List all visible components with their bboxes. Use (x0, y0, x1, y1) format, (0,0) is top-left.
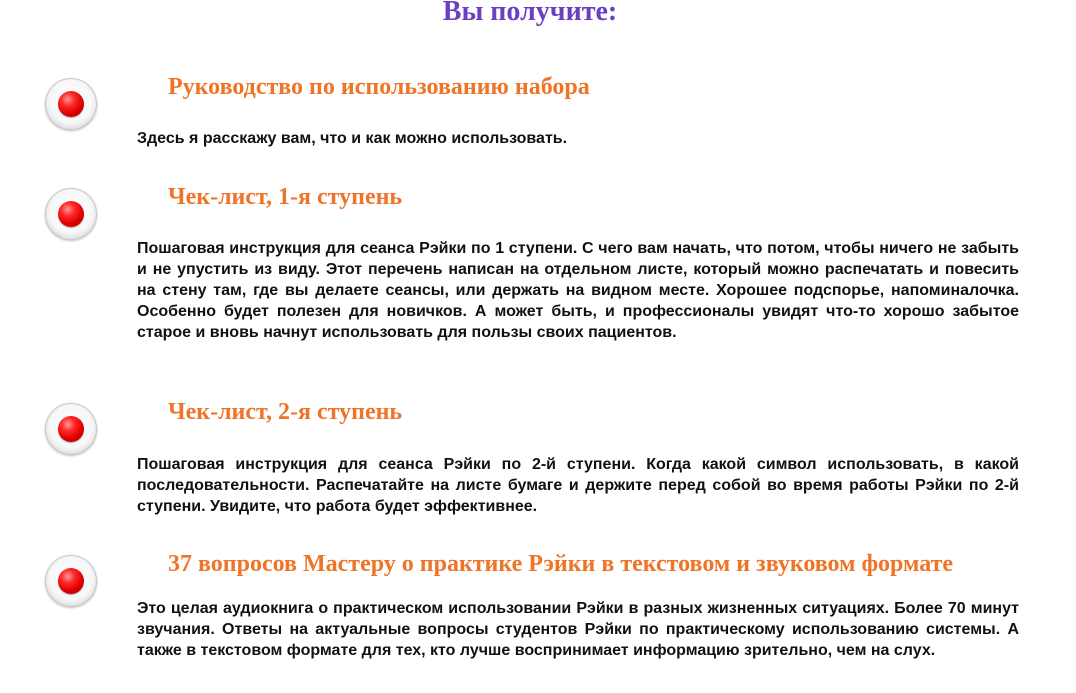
item-title: Чек-лист, 1-я ступень (168, 184, 403, 210)
item-title: Руководство по использованию набора (168, 74, 590, 100)
red-bullet-icon (45, 188, 97, 240)
red-bullet-icon (45, 403, 97, 455)
page-title: Вы получите: (442, 0, 618, 27)
item-description: Это целая аудиокнига о практическом использовании Рэйки в разных жизненных ситуациях. Более 70 минут звучания. Ответы на актуальные вопросы студентов Рэйки по практическому использованию системы. А также в текстовом формате для тех, кто лучше воспринимает информацию зрительно, чем на слух. (137, 600, 1019, 659)
item-title: 37 вопросов Мастеру о практике Рэйки в текстовом и звуковом формате (168, 551, 954, 577)
red-bullet-icon (45, 78, 97, 130)
red-bullet-icon (45, 555, 97, 607)
item-title: Чек-лист, 2-я ступень (168, 399, 403, 425)
item-description: Здесь я расскажу вам, что и как можно использовать. (137, 130, 568, 147)
item-description: Пошаговая инструкция для сеанса Рэйки по 2-й ступени. Когда какой символ использовать, в какой последовательности. Распечатайте на листе бумаге и держите перед собой во время работы Рэйки по 2-й ступени. Увидите, что работа будет эффективнее. (137, 456, 1019, 515)
item-description: Пошаговая инструкция для сеанса Рэйки по 1 ступени. С чего вам начать, что потом, чтобы ничего не забыть и не упустить из виду. Этот перечень написан на отдельном листе, который можно распечатать и повесить на стену там, где вы делаете сеансы, или держать на видном месте. Хорошее подспорье, напоминалочка. Особенно будет полезен для новичков. А может быть, и профессионалы увидят что-то хорошо забытое старое и вновь начнут использовать для пользы своих пациентов. (137, 240, 1019, 341)
